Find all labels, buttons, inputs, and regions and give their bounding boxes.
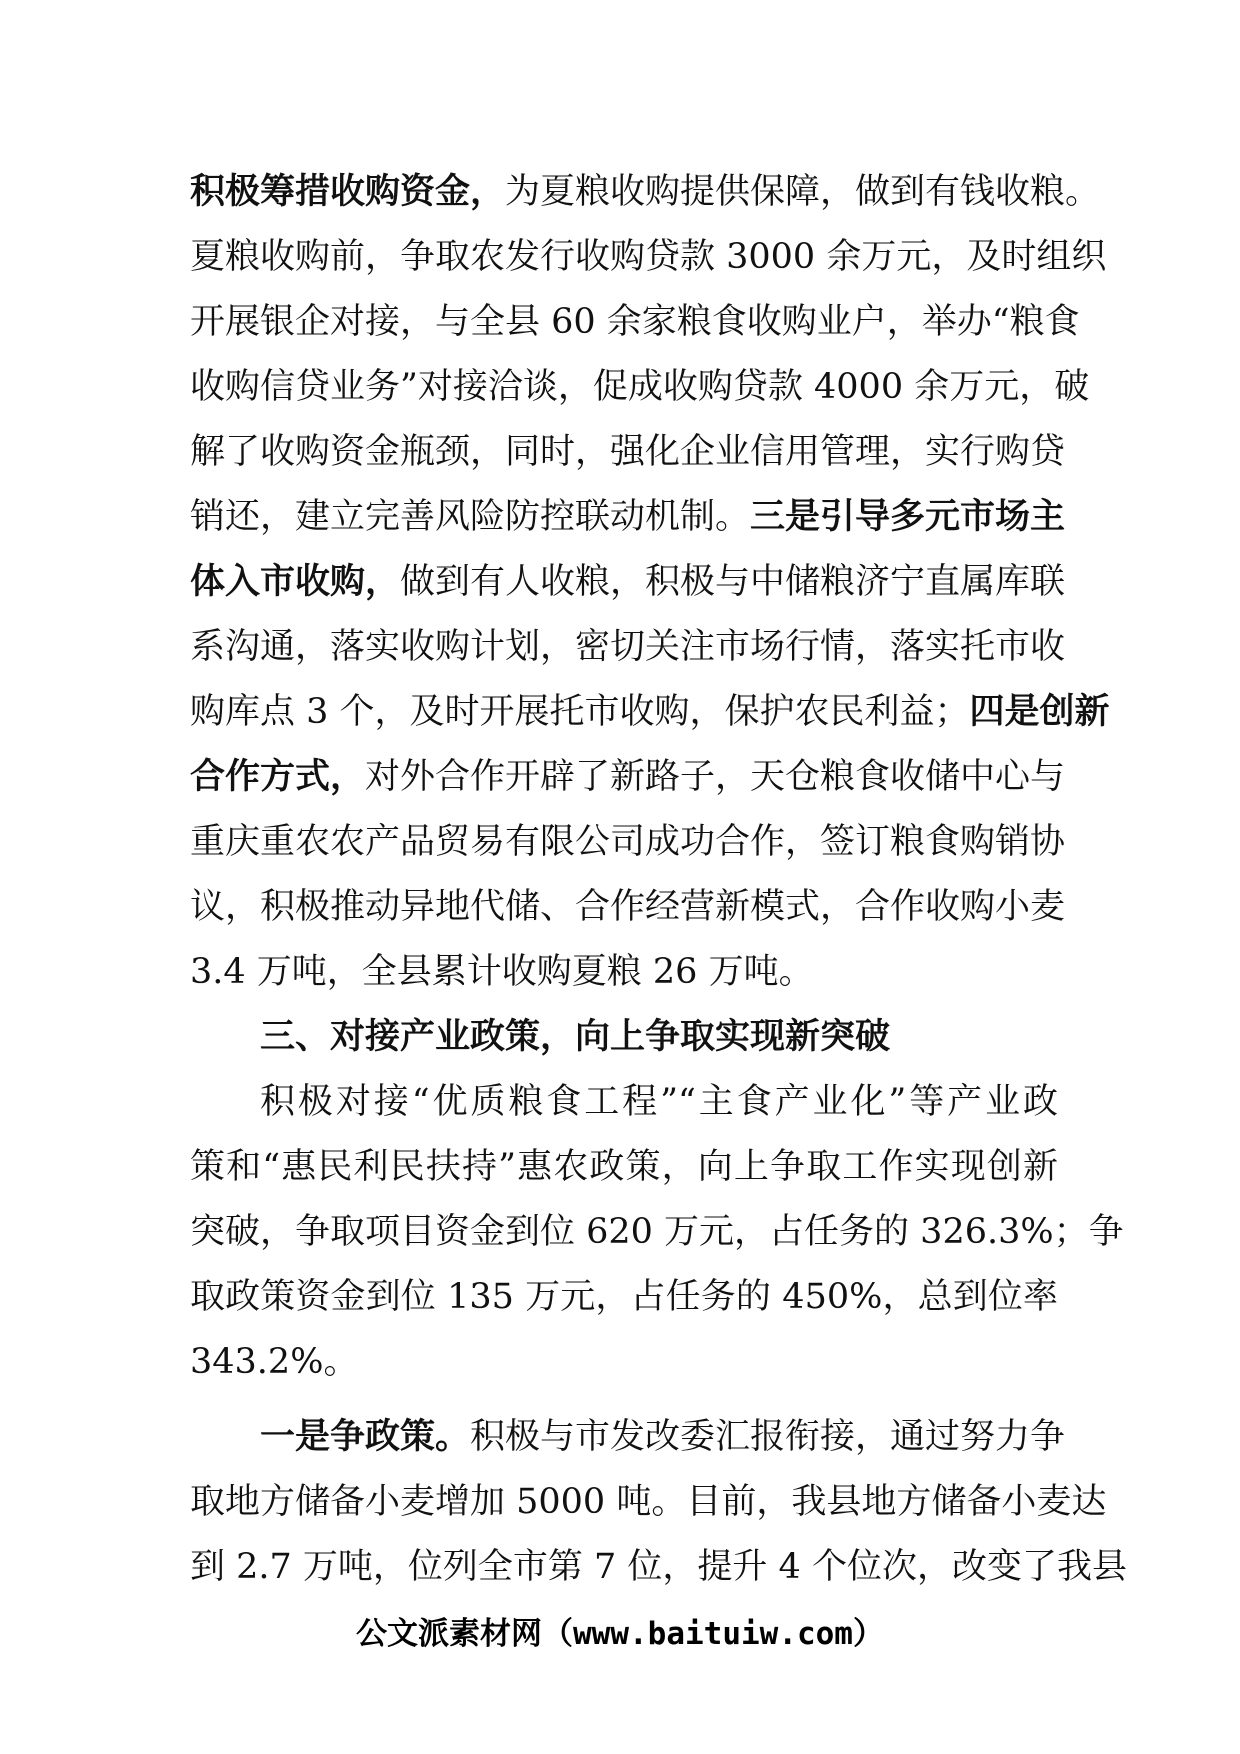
bold-lead: 积极筹措收购资金， bbox=[190, 172, 506, 212]
line-text: 销还，建立完善风险防控联动机制。 bbox=[190, 497, 751, 537]
text-line bbox=[190, 1405, 1066, 1470]
text-line bbox=[190, 355, 1090, 420]
text-line bbox=[190, 940, 1058, 1005]
bold-lead: 合作方式， bbox=[190, 757, 366, 797]
text-line bbox=[190, 160, 1101, 225]
footer-url: www.baituiw.com bbox=[573, 1616, 853, 1652]
line-text: 系沟通，落实收购计划，密切关注市场行情，落实托市收 bbox=[190, 627, 1066, 667]
text-line bbox=[190, 875, 1066, 940]
line-text: 夏粮收购前，争取农发行收购贷款 3000 余万元，及时组织 bbox=[190, 237, 1107, 277]
bold-lead: 一是争政策。 bbox=[260, 1417, 471, 1457]
line-text: 做到有人收粮，积极与中储粮济宁直属库联 bbox=[400, 562, 1066, 602]
bold-lead: 四是创新 bbox=[969, 692, 1110, 732]
footer-prefix: 公文派素材网（ bbox=[356, 1616, 574, 1652]
text-line bbox=[190, 420, 1066, 485]
text-line: 到 2.7 万吨，位列全市第 7 位，提升 4 个位次，改变了我县 bbox=[190, 1547, 1127, 1587]
text-line bbox=[190, 615, 1066, 680]
line-text: 积极与市发改委汇报衔接，通过努力争 bbox=[470, 1417, 1066, 1457]
line-text: 3.4 万吨，全县累计收购夏粮 26 万吨。 bbox=[190, 952, 814, 992]
text-line bbox=[190, 485, 1066, 550]
text-line bbox=[190, 745, 1066, 810]
page-footer-watermark bbox=[0, 1608, 1240, 1653]
line-text: 开展银企对接，与全县 60 余家粮食收购业户，举办“粮食 bbox=[190, 302, 1080, 342]
text-line: 策和“惠民利民扶持”惠农政策，向上争取工作实现创新 bbox=[190, 1147, 1058, 1187]
line-text: 收购信贷业务”对接洽谈，促成收购贷款 4000 余万元，破 bbox=[190, 367, 1090, 407]
line-text: 对外合作开辟了新路子，天仓粮食收储中心与 bbox=[365, 757, 1066, 797]
text-line: 取政策资金到位 135 万元，占任务的 450%，总到位率 bbox=[190, 1277, 1058, 1317]
text-line bbox=[190, 290, 1080, 355]
text-line: 突破，争取项目资金到位 620 万元，占任务的 326.3%；争 bbox=[190, 1212, 1124, 1252]
text-line bbox=[190, 680, 1110, 745]
section-heading: 三、对接产业政策，向上争取实现新突破 bbox=[260, 1017, 891, 1057]
line-text: 购库点 3 个，及时开展托市收购，保护农民利益； bbox=[190, 692, 970, 732]
document-body bbox=[190, 160, 1127, 1600]
bold-lead: 三是引导多元市场主 bbox=[750, 497, 1066, 537]
text-line: 取地方储备小麦增加 5000 吨。目前，我县地方储备小麦达 bbox=[190, 1482, 1107, 1522]
text-line bbox=[190, 810, 1066, 875]
text-line bbox=[190, 225, 1107, 290]
text-line bbox=[190, 550, 1066, 615]
text-line: 343.2%。 bbox=[190, 1342, 359, 1382]
footer-suffix: ） bbox=[852, 1616, 884, 1652]
line-text: 重庆重农农产品贸易有限公司成功合作，签订粮食购销协 bbox=[190, 822, 1066, 862]
line-text: 解了收购资金瓶颈，同时，强化企业信用管理，实行购贷 bbox=[190, 432, 1066, 472]
line-text: 议，积极推动异地代储、合作经营新模式，合作收购小麦 bbox=[190, 887, 1066, 927]
bold-lead: 体入市收购， bbox=[190, 562, 401, 602]
text-line: 积极对接“优质粮食工程”“主食产业化”等产业政 bbox=[260, 1082, 1058, 1122]
line-text: 为夏粮收购提供保障，做到有钱收粮。 bbox=[505, 172, 1101, 212]
